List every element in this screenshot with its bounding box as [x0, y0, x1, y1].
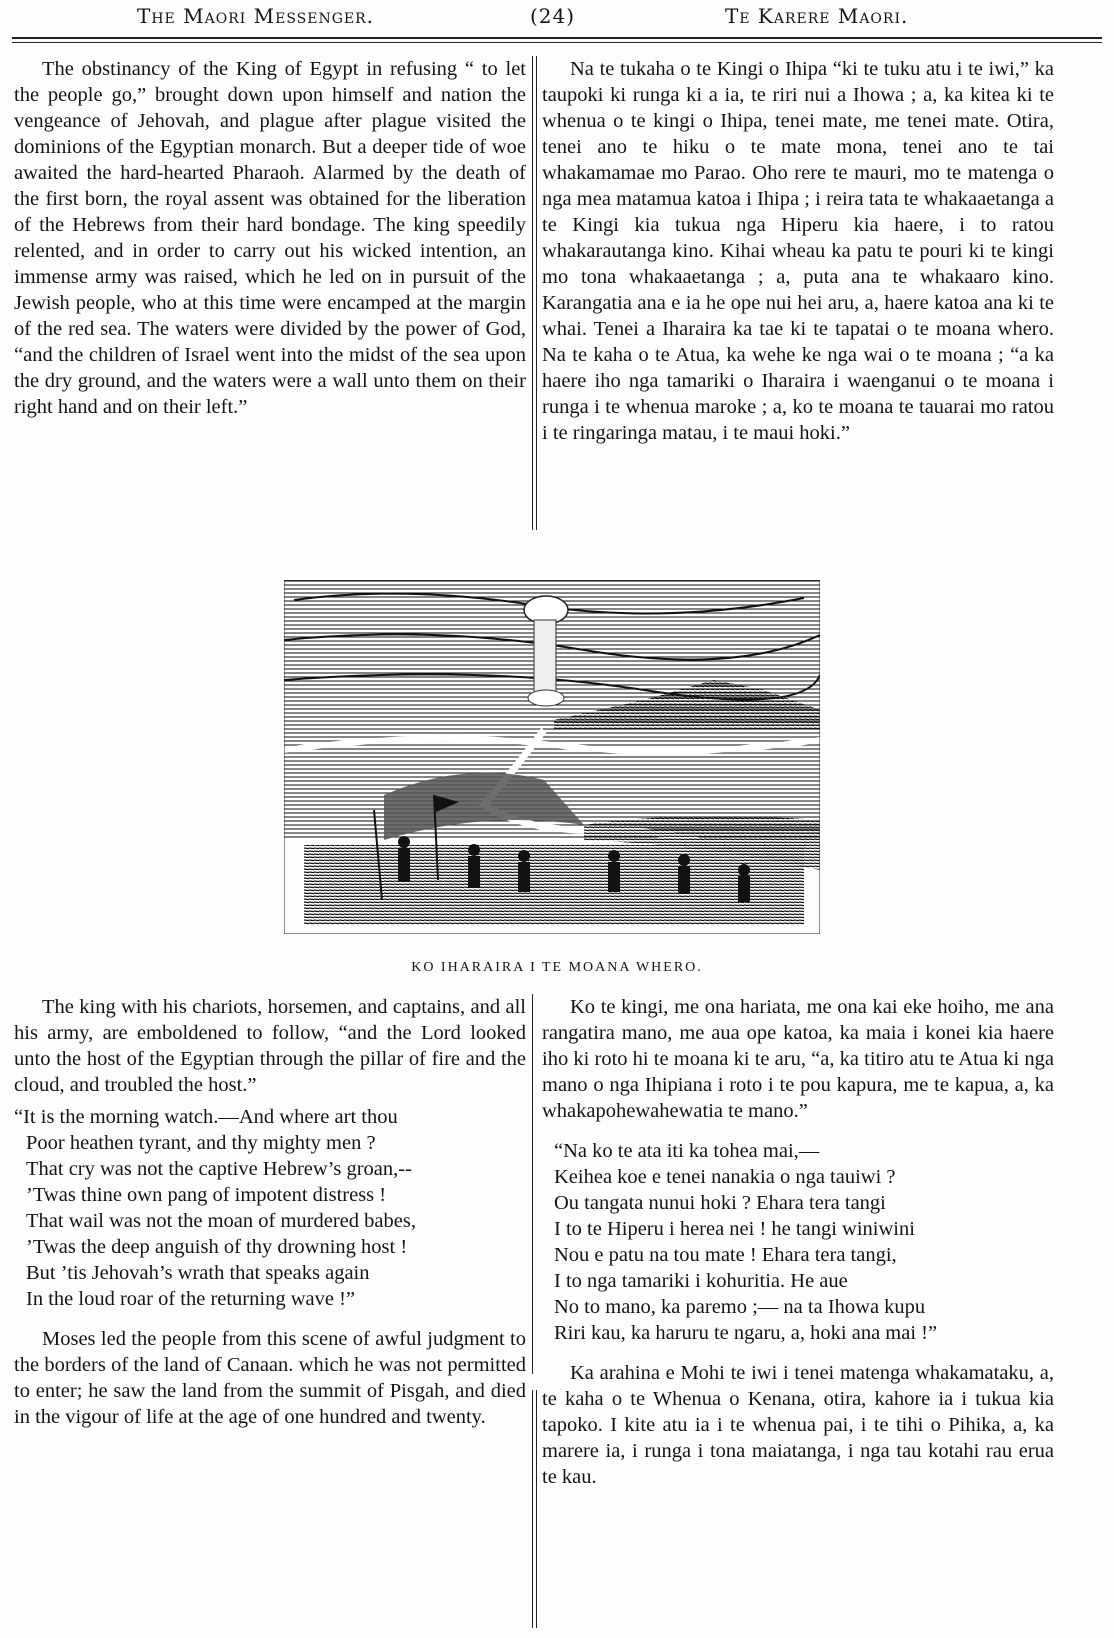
header-rule-thin [12, 42, 1102, 43]
poem-line: No to mano, ka paremo ;— na ta Ihowa kupu [554, 1296, 926, 1318]
column-divider [532, 56, 533, 530]
poem-line: Keihea koe e tenei nanakia o nga tauiwi ? [554, 1166, 896, 1188]
poem-line: Nou e patu na tou mate ! Ehara tera tangi, [554, 1244, 897, 1266]
poem-line: Ou tangata nunui hoki ? Ehara tera tangi [554, 1192, 886, 1214]
english-paragraph: The obstinancy of the King of Egypt in refusing “ to let the people go,” brought down upon himself and nation the vengeance of Jehovah, and plague after plague visited the dominions of the Egyptian monarch. But a deeper tide of woe awaited the hard-hearted Pharaoh. Alarmed by the death of the first born, the royal assent was obtained for the liberation of the Hebrews from their hard bondage. The king speedily relented, and in order to carry out his wicked intention, an immense army was raised, which he led on in pursuit of the Jewish people, who at this time were encamped at the margin of the red sea. The waters were divided by the power of God, “and the children of Israel went into the midst of the sea upon the dry ground, and the waters were a wall unto them on their right hand and on their left.” [14, 58, 526, 418]
english-masthead: The Maori Messenger. [137, 4, 375, 28]
header-rule [12, 37, 1102, 39]
english-column-top [14, 56, 526, 420]
page-header [0, 0, 1114, 36]
maori-paragraph: Na te tukaha o te Kingi o Ihipa “ki te tuku atu i te iwi,” ka taupoki ki runga ki a ia, te riri nui a Ihowa ; a, ka kitea ki te whenua o te kingi o Ihipa, tenei mate, me tenei mate. Otira, tenei ano te hiku o te mate mona, tenei ano te tai whakamamae mo Parao. Oho rere te mauri, mo te matenga o nga mea matamua katoa i Ihipa ; i reira tata te whakaaetanga a te Kingi kia tukua nga Hiperu kia haere, i to ratou whakarautanga kino. Kihai wheau ka patu te pouri ki te kingi mo tona whakaaetanga ; a, puta ana te whakaaro kino. Karangatia ana e ia he ope nui hei aru, a, haere katoa ana ki te whai. Tenei a Iharaira ka tae ki te tapatai o te moana whero. Na te kaha o te Atua, ka wehe ke nga wai o te moana ; “a ka haere iho nga tamariki o Iharaira i waenganui o te moana i runga i te whenua maroke ; a, ko te moana te tauarai mo ratou i te ringaringa matau, i te maui hoki.” [542, 58, 1054, 444]
poem-line: “It is the morning watch.—And where art thou [14, 1106, 398, 1128]
poem-line: That wail was not the moan of murdered babes, [26, 1210, 416, 1232]
column-divider [532, 1390, 533, 1628]
poem-line: That cry was not the captive Hebrew’s groan,-- [26, 1158, 412, 1180]
poem-line: I to nga tamariki i kohuritia. He aue [554, 1270, 848, 1292]
maori-column-top [542, 56, 1054, 446]
maori-column-bottom [542, 994, 1054, 1490]
maori-poem [542, 1138, 1054, 1346]
poem-line: “Na ko te ata iti ka tohea mai,— [554, 1140, 820, 1162]
illustration-caption: KO IHARAIRA I TE MOANA WHERO. [411, 960, 703, 975]
english-paragraph-1: The king with his chariots, horsemen, and captains, and all his army, are emboldened to follow, “and the Lord looked unto the host of the Egyptian through the pillar of fire and the cloud, and troubled the host.” [14, 996, 526, 1096]
maori-paragraph-2: Ka arahina e Mohi te iwi i tenei matenga whakamataku, a, te kaha o te Whenua o Kenana, otira, kahore ia i tukua kia tapoko. I kite atu ia i te whenua pai, i te tihi o Pihika, a, ka marere ia, i runga i tona maiatanga, i nga tau kotahi rau erua te kau. [542, 1362, 1054, 1488]
english-paragraph-2: Moses led the people from this scene of awful judgment to the borders of the land of Canaan. which he was not permitted to enter; he saw the land from the summit of Pisgah, and died in the vigour of life at the age of one hundred and twenty. [14, 1328, 526, 1428]
maori-paragraph-1: Ko te kingi, me ona hariata, me ona kai eke hoiho, me ana rangatira mano, me aua ope katoa, ka maia i konei kia haere iho ki roto hi te moana ki te aru, “a, ka titiro atu te Atua ki nga mano o nga Ihipiana i roto i te pou kapura, me te kapua, a, ka whakapohewahewatia te mano.” [542, 996, 1054, 1122]
page-number: (24) [530, 4, 576, 28]
column-divider [532, 994, 533, 1374]
poem-line: ’Twas thine own pang of impotent distress ! [26, 1184, 387, 1206]
english-column-bottom [14, 994, 526, 1430]
maori-masthead: Te Karere Maori. [725, 4, 909, 28]
poem-line: Poor heathen tyrant, and thy mighty men ? [26, 1132, 376, 1154]
poem-line: Riri kau, ka haruru te ngaru, a, hoki ana mai !” [554, 1322, 938, 1344]
red-sea-engraving [284, 580, 820, 934]
poem-line: In the loud roar of the returning wave !” [26, 1288, 356, 1310]
english-poem [14, 1104, 526, 1312]
poem-line: But ’tis Jehovah’s wrath that speaks again [26, 1262, 370, 1284]
poem-line: I to te Hiperu i herea nei ! he tangi winiwini [554, 1218, 915, 1240]
poem-line: ’Twas the deep anguish of thy drowning host ! [26, 1236, 408, 1258]
